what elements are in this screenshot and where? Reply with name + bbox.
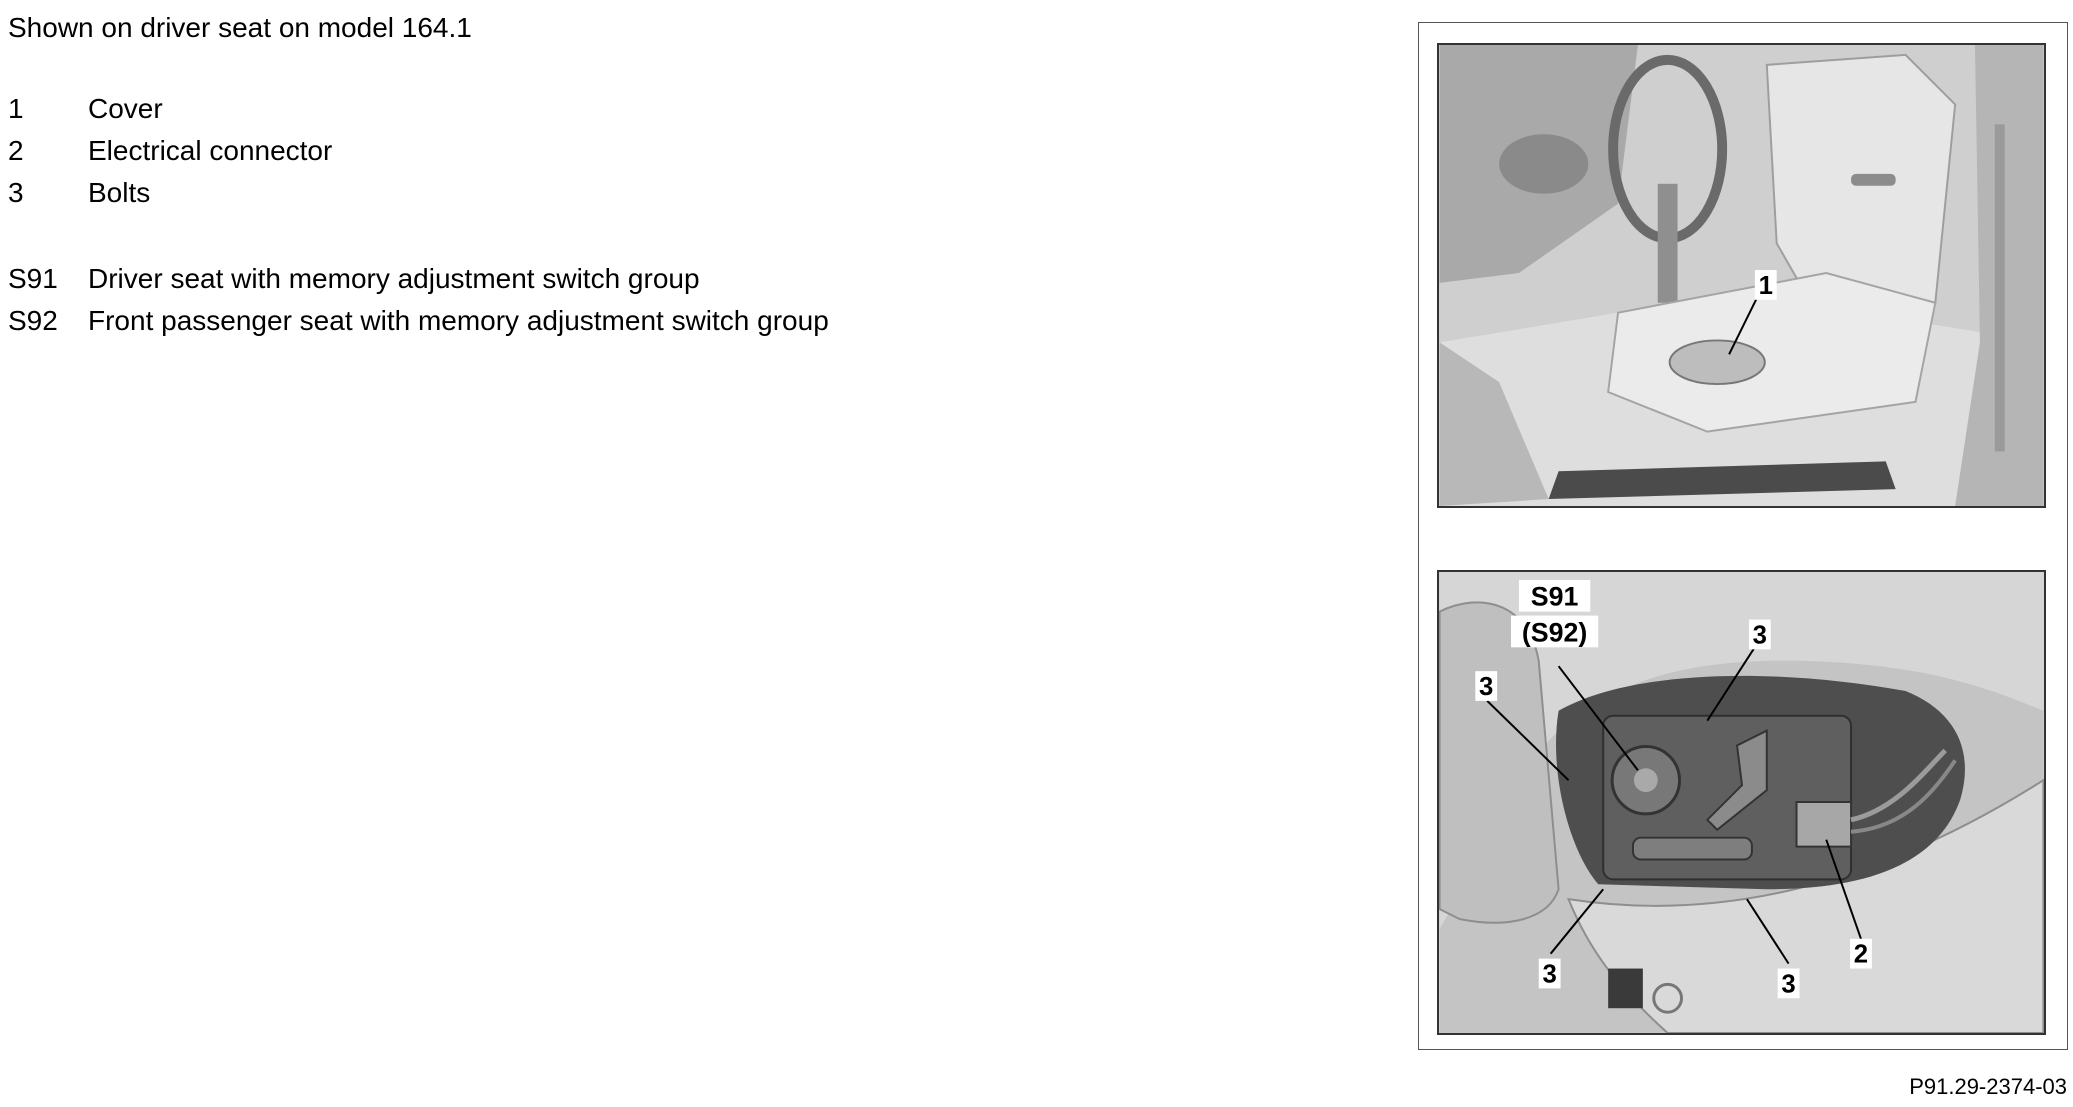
legend-item	[8, 130, 829, 172]
legend-label: Bolts	[88, 177, 151, 208]
figure-id: P91.29-2374-03	[1909, 1074, 2067, 1099]
legend-item	[8, 172, 829, 214]
callout-bolt-top: 3	[1752, 621, 1768, 650]
switch-group-illustration	[1439, 572, 2044, 1033]
callout-connector: 2	[1853, 940, 1869, 969]
switch-group-photo	[1437, 570, 2046, 1035]
callout-cover: 1	[1758, 271, 1773, 300]
callout-bolt-bottom-right: 3	[1781, 970, 1796, 999]
legend-code: S91	[8, 263, 58, 294]
callout-bolt-bottom-left: 3	[1542, 960, 1557, 989]
legend-code: 2	[8, 135, 24, 166]
intro-text: Shown on driver seat on model 164.1	[8, 12, 472, 43]
legend-code: 3	[8, 177, 24, 208]
legend-list	[8, 88, 829, 342]
seat-interior-illustration	[1439, 45, 2044, 506]
legend-label: Cover	[88, 93, 163, 124]
callout-s92: (S92)	[1521, 617, 1588, 648]
callout-s91: S91	[1530, 581, 1579, 612]
legend-label: Driver seat with memory adjustment switch group	[88, 263, 700, 294]
figure-frame	[1418, 22, 2068, 1050]
legend-item	[8, 88, 829, 130]
legend-code: 1	[8, 93, 24, 124]
callout-bolt-left: 3	[1479, 672, 1494, 701]
legend-label: Front passenger seat with memory adjustment switch group	[88, 305, 829, 336]
legend-code: S92	[8, 305, 58, 336]
legend-item	[8, 300, 829, 342]
legend-item	[8, 258, 829, 300]
legend-label: Electrical connector	[88, 135, 333, 166]
seat-interior-photo	[1437, 43, 2046, 508]
